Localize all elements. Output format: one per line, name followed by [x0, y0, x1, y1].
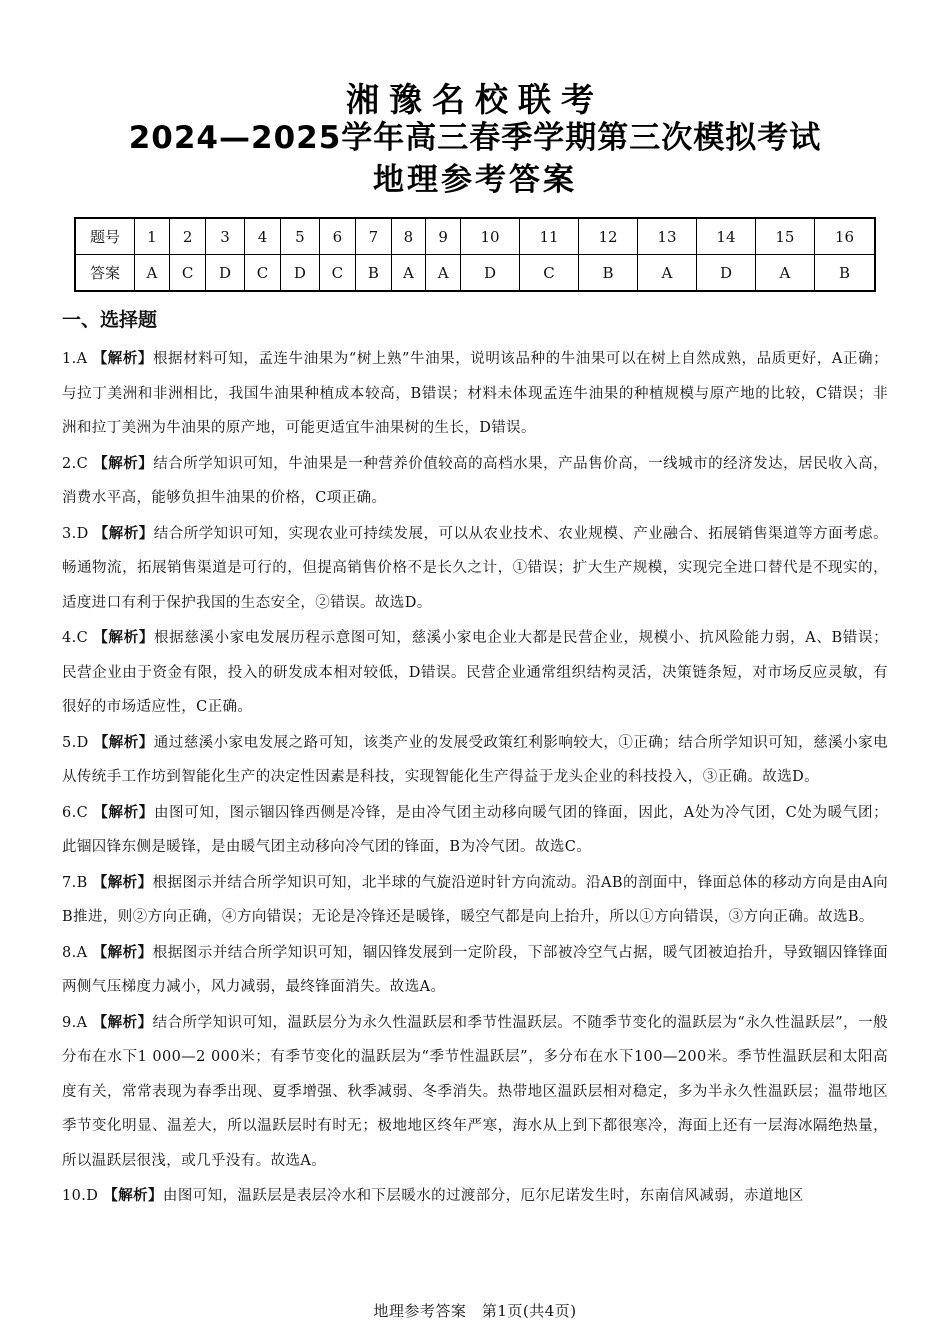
page-footer: 地理参考答案 第1页(共4页) [373, 1302, 577, 1320]
question-answer-label: 7.B [62, 874, 88, 891]
explanation-item [62, 796, 888, 865]
question-number-cell: 8 [391, 218, 426, 255]
question-number-cell: 3 [206, 218, 244, 255]
question-number-cell: 1 [135, 218, 170, 255]
explanation-text: 结合所学知识可知，温跃层分为永久性温跃层和季节性温跃层。不随季节变化的温跃层为“永久性温跃层”，一般分布在水下1 000—2 000米；有季节变化的温跃层为“季节性温跃层”，多分布在水下100—200米。季节性温跃层和太阳高度有关，常常表现为春季出现、夏季增强、秋季减弱、冬季消失。热带地区温跃层相对稳定，多为半永久性温跃层；温带地区季节变化明显、温差大，所以温跃层时有时无；极地地区终年严寒，海水从上到下都很寒冷，海面上还有一层海冰隔绝热量，所以温跃层很浅，或几乎没有。故选A。 [62, 1014, 888, 1169]
answer-cell: D [696, 255, 755, 292]
question-number-cell: 6 [319, 218, 356, 255]
explanation-text: 由图可知，图示锢囚锋西侧是冷锋，是由冷气团主动移向暖气团的锋面，因此，A处为冷气团，C处为暖气团；此锢囚锋东侧是暖锋，是由暖气团主动移向冷气团的锋面，B为冷气团。故选C。 [62, 804, 888, 855]
answer-cell: A [426, 255, 461, 292]
answer-cell: B [579, 255, 638, 292]
exam-union-title: 湘豫名校联考 [346, 80, 604, 119]
analysis-tag: 【解析】 [92, 874, 153, 891]
question-number-cell: 4 [244, 218, 281, 255]
answer-table [74, 217, 876, 292]
analysis-tag: 【解析】 [93, 804, 154, 821]
answer-cell: B [814, 255, 875, 292]
question-number-cell: 16 [814, 218, 875, 255]
explanation-list [62, 342, 888, 1215]
analysis-tag: 【解析】 [92, 351, 153, 367]
analysis-tag: 【解析】 [93, 525, 154, 542]
question-number-cell: 10 [461, 218, 520, 255]
answer-cell: B [356, 255, 391, 292]
answer-row [75, 255, 875, 292]
question-number-cell: 12 [579, 218, 638, 255]
question-answer-label: 2.C [62, 455, 89, 472]
document-title: 地理参考答案 [373, 162, 577, 198]
explanation-item [62, 726, 888, 795]
answer-cell: A [637, 255, 696, 292]
question-number-cell: 5 [281, 218, 319, 255]
row-label-number: 题号 [75, 218, 135, 255]
analysis-tag: 【解析】 [92, 1014, 153, 1031]
analysis-tag: 【解析】 [103, 1188, 163, 1204]
question-answer-label: 4.C [62, 630, 89, 646]
explanation-item [62, 517, 888, 621]
answer-cell: A [755, 255, 814, 292]
answer-cell: A [391, 255, 426, 292]
question-answer-label: 5.D [62, 734, 89, 751]
question-answer-label: 3.D [62, 525, 89, 542]
question-number-cell: 14 [696, 218, 755, 255]
explanation-item [62, 936, 888, 1005]
question-number-cell: 7 [356, 218, 391, 255]
answer-cell: C [169, 255, 206, 292]
answer-cell: C [520, 255, 579, 292]
question-number-cell: 2 [169, 218, 206, 255]
answer-cell: A [135, 255, 170, 292]
question-number-cell: 9 [426, 218, 461, 255]
explanation-item [62, 866, 888, 935]
analysis-tag: 【解析】 [93, 734, 154, 751]
explanation-text: 根据慈溪小家电发展历程示意图可知，慈溪小家电企业大都是民营企业，规模小、抗风险能力弱，A、B错误；民营企业由于资金有限，投入的研发成本相对较低，D错误。民营企业通常组织结构灵活，决策链条短，对市场反应灵敏，有很好的市场适应性，C正确。 [62, 630, 888, 715]
explanation-text: 根据材料可知，孟连牛油果为“树上熟”牛油果，说明该品种的牛油果可以在树上自然成熟，品质更好，A正确；与拉丁美洲和非洲相比，我国牛油果种植成本较高，B错误；材料未体现孟连牛油果的种植规模与原产地的比较，C错误；非洲和拉丁美洲为牛油果的原产地，可能更适宜牛油果树的生长，D错误。 [62, 351, 889, 436]
question-answer-label: 8.A [62, 944, 88, 961]
question-number-cell: 15 [755, 218, 814, 255]
explanation-item [62, 342, 888, 446]
explanation-item [62, 1179, 888, 1214]
question-answer-label: 10.D [62, 1188, 99, 1204]
question-answer-label: 9.A [62, 1014, 88, 1031]
explanation-item [62, 1006, 888, 1179]
answer-cell: C [244, 255, 281, 292]
section-heading: 一、选择题 [62, 309, 158, 331]
analysis-tag: 【解析】 [93, 630, 154, 646]
question-number-row [75, 218, 875, 255]
explanation-text: 通过慈溪小家电发展之路可知，该类产业的发展受政策红利影响较大，①正确；结合所学知识可知，慈溪小家电从传统手工作坊到智能化生产的决定性因素是科技，实现智能化生产得益于龙头企业的科技投入，③正确。故选D。 [62, 734, 888, 785]
explanation-text: 结合所学知识可知，实现农业可持续发展，可以从农业技术、农业规模、产业融合、拓展销售渠道等方面考虑。畅通物流，拓展销售渠道是可行的，但提高销售价格不是长久之计，①错误；扩大生产规模，实现完全进口替代是不现实的，适度进口有利于保护我国的生态安全，②错误。故选D。 [62, 525, 888, 611]
exam-title: 2024—2025学年高三春季学期第三次模拟考试 [128, 120, 822, 156]
answer-cell: C [319, 255, 356, 292]
row-label-answer: 答案 [75, 255, 135, 292]
analysis-tag: 【解析】 [92, 944, 153, 961]
explanation-item [62, 621, 888, 725]
question-answer-label: 6.C [62, 804, 89, 821]
explanation-text: 由图可知，温跃层是表层冷水和下层暖水的过渡部分，厄尔尼诺发生时，东南信风减弱，赤道地区 [162, 1188, 804, 1204]
explanation-text: 结合所学知识可知，牛油果是一种营养价值较高的高档水果，产品售价高，一线城市的经济发达，居民收入高，消费水平高，能够负担牛油果的价格，C项正确。 [62, 455, 888, 506]
question-number-cell: 11 [520, 218, 579, 255]
answer-cell: D [281, 255, 319, 292]
answer-cell: D [206, 255, 244, 292]
explanation-text: 根据图示并结合所学知识可知，锢囚锋发展到一定阶段，下部被冷空气占据，暖气团被迫抬升，导致锢囚锋锋面两侧气压梯度力减小，风力减弱，最终锋面消失。故选A。 [62, 944, 888, 995]
explanation-text: 根据图示并结合所学知识可知，北半球的气旋沿逆时针方向流动。沿AB的剖面中，锋面总体的移动方向是由A向B推进，则②方向正确，④方向错误；无论是冷锋还是暖锋，暖空气都是向上抬升，所以①方向错误，③方向正确。故选B。 [62, 874, 888, 925]
explanation-item [62, 447, 888, 516]
question-answer-label: 1.A [62, 351, 88, 367]
answer-cell: D [461, 255, 520, 292]
question-number-cell: 13 [637, 218, 696, 255]
analysis-tag: 【解析】 [93, 455, 154, 472]
